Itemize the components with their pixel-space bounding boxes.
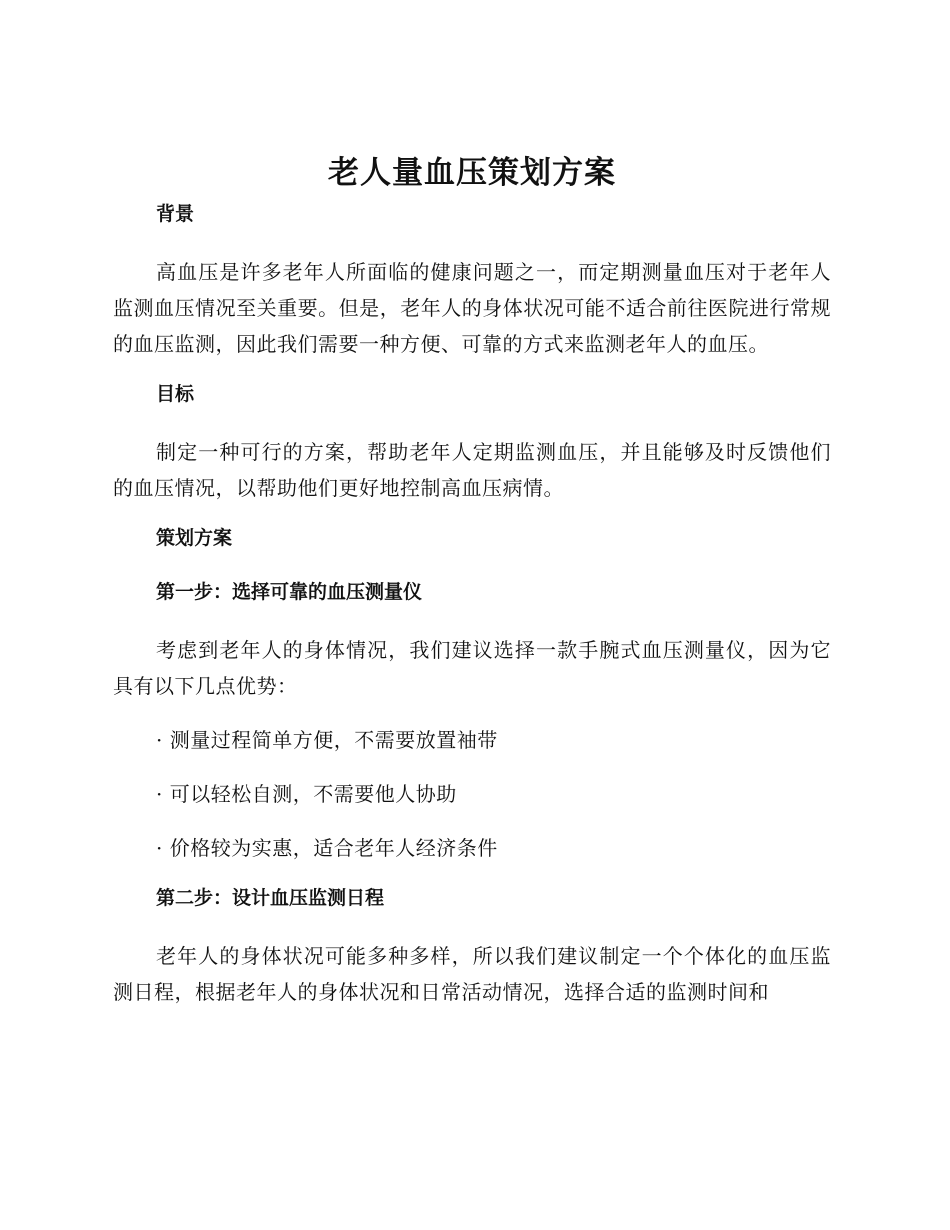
section-heading-background: 背景 xyxy=(156,203,195,225)
paragraph-step1: 考虑到老年人的身体情况，我们建议选择一款手腕式血压测量仪，因为它具有以下几点优势： xyxy=(113,638,831,698)
paragraph-goal: 制定一种可行的方案，帮助老年人定期监测血压，并且能够及时反馈他们的血压情况，以帮助他们更好地控制高血压病情。 xyxy=(113,440,831,500)
section-heading-step1: 第一步：选择可靠的血压测量仪 xyxy=(156,581,423,603)
section-heading-step2: 第二步：设计血压监测日程 xyxy=(156,887,385,909)
document-title: 老人量血压策划方案 xyxy=(328,155,616,191)
list-item: · 可以轻松自测，不需要他人协助 xyxy=(156,782,457,806)
paragraph-step2: 老年人的身体状况可能多种多样，所以我们建议制定一个个体化的血压监测日程，根据老年人的身体状况和日常活动情况，选择合适的监测时间和 xyxy=(113,944,831,1004)
section-heading-plan: 策划方案 xyxy=(156,527,233,549)
paragraph-background: 高血压是许多老年人所面临的健康问题之一，而定期测量血压对于老年人监测血压情况至关重要。但是，老年人的身体状况可能不适合前往医院进行常规的血压监测，因此我们需要一种方便、可靠的方式来监测老年人的血压。 xyxy=(113,260,831,356)
list-item: · 测量过程简单方便，不需要放置袖带 xyxy=(156,728,498,752)
section-heading-goal: 目标 xyxy=(156,383,195,405)
document-body xyxy=(113,150,831,1028)
list-item: · 价格较为实惠，适合老年人经济条件 xyxy=(156,836,498,860)
